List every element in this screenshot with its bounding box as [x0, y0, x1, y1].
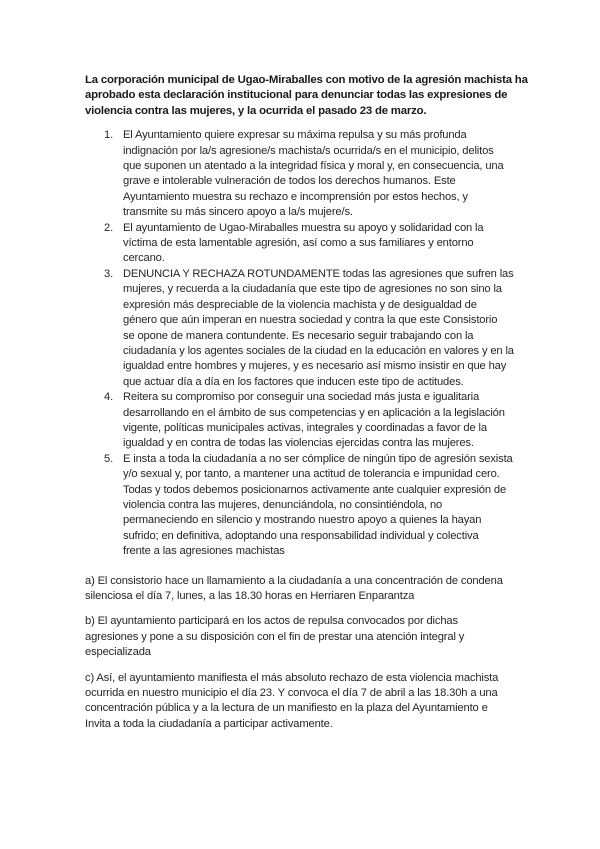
- paragraph-line: c) Así, el ayuntamiento manifiesta el más absoluto rechazo de esta violencia machista: [85, 671, 499, 684]
- item-line: permaneciendo en silencio y mostrando nuestro apoyo a quienes la hayan: [123, 514, 482, 527]
- paragraph-line: a) El consistorio hace un llamamiento a la ciudadanía a una concentración de condena: [85, 574, 503, 587]
- item-line: Todas y todos debemos posicionarnos activamente ante cualquier expresión de: [123, 483, 507, 496]
- item-line: E insta a toda la ciudadanía a no ser cómplice de ningún tipo de agresión sexista: [123, 452, 513, 465]
- item-line: igualdad y en contra de todas las violencias ejercidas contra las mujeres.: [123, 437, 474, 450]
- item-line: Ayuntamiento muestra su rechazo e incomprensión por estos hechos, y: [123, 190, 468, 203]
- item-line: y/o sexual y, por tanto, a mantener una actitud de tolerancia e impunidad cero.: [123, 468, 500, 481]
- item-number: 3.: [104, 267, 114, 280]
- list-item-1: [104, 128, 544, 220]
- list-item-3: [104, 267, 544, 390]
- item-number: 1.: [104, 129, 114, 142]
- item-number: 4.: [104, 391, 114, 404]
- paragraph-line: especializada: [85, 646, 151, 659]
- paragraph-line: b) El ayuntamiento participará en los actos de repulsa convocados por dichas: [85, 615, 458, 628]
- paragraph-line: concentración pública y a la lectura de un manifiesto en la plaza del Ayuntamiento e: [85, 702, 488, 715]
- paragraph-a: [85, 574, 545, 605]
- item-line: El Ayuntamiento quiere expresar su máxima repulsa y su más profunda: [123, 129, 467, 142]
- item-line: expresión más despreciable de la violencia machista y de desigualdad de: [123, 298, 477, 311]
- item-line: transmite su más sincero apoyo a la/s mujere/s.: [123, 206, 353, 219]
- item-line: que actuar día a día en los factores que inducen este tipo de actitudes.: [123, 375, 464, 388]
- item-line: ciudadanía y los agentes sociales de la ciudad en la educación en valores y en la: [123, 344, 514, 357]
- item-line: DENUNCIA Y RECHAZA ROTUNDAMENTE todas las agresiones que sufren las: [123, 267, 514, 280]
- item-line: grave e intolerable vulneración de todos los derechos humanos. Este: [123, 175, 456, 188]
- item-line: El ayuntamiento de Ugao-Miraballes muestra su apoyo y solidaridad con la: [123, 221, 484, 234]
- item-line: violencia contra las mujeres, denunciándola, no consintiéndola, no: [123, 498, 443, 511]
- item-line: indignación por la/s agresione/s machista/s ocurrida/s en el municipio, delitos: [123, 144, 494, 157]
- item-line: cercano.: [123, 252, 165, 265]
- item-line: igualdad entre hombres y mujeres, y es necesario así mismo insistir en que hay: [123, 360, 507, 373]
- paragraph-b: [85, 614, 545, 660]
- item-line: frente a las agresiones machistas: [123, 545, 285, 558]
- intro-line: aprobado esta declaración institucional para denunciar todas las expresiones de: [85, 89, 508, 102]
- item-line: vigente, políticas municipales activas, integrales y coordinadas a favor de la: [123, 421, 487, 434]
- item-line: género que aún imperan en nuestra sociedad y contra la que este Consistorio: [123, 314, 498, 327]
- item-line: Reitera su compromiso por conseguir una sociedad más justa e igualitaria: [123, 391, 480, 404]
- item-line: se opone de manera contundente. Es necesario seguir trabajando con la: [123, 329, 474, 342]
- item-number: 2.: [104, 221, 114, 234]
- paragraph-c: [85, 671, 545, 733]
- paragraph-line: Invita a toda la ciudadanía a participar activamente.: [85, 717, 333, 730]
- list-item-2: [104, 221, 544, 267]
- intro-line: La corporación municipal de Ugao-Miraballes con motivo de la agresión machista ha: [85, 74, 528, 86]
- item-line: víctima de esta lamentable agresión, así como a sus familiares y entorno: [123, 237, 474, 250]
- paragraph-line: ocurrida en nuestro municipio el día 23. Y convoca el día 7 de abril a las 18.30h a una: [85, 687, 498, 700]
- item-number: 5.: [104, 452, 114, 465]
- item-line: que suponen un atentado a la integridad física y moral y, en consecuencia, una: [123, 160, 504, 173]
- intro-heading: [85, 73, 545, 119]
- paragraph-line: silenciosa el día 7, lunes, a las 18.30 horas en Herriaren Enparantza: [85, 590, 415, 602]
- list-item-4: [104, 390, 544, 452]
- item-line: desarrollando en el ámbito de sus competencias y en aplicación a la legislación: [123, 406, 505, 419]
- paragraph-line: agresiones y pone a su disposición con el fin de prestar una atención integral y: [85, 630, 465, 643]
- item-line: mujeres, y recuerda a la ciudadanía que este tipo de agresiones no son sino la: [123, 283, 502, 296]
- intro-line: violencia contra las mujeres, y la ocurrida el pasado 23 de marzo.: [85, 104, 427, 117]
- numbered-list: [104, 128, 544, 559]
- list-item-5: [104, 452, 544, 560]
- item-line: sufrido; en definitiva, adoptando una responsabilidad individual y colectiva: [123, 529, 479, 542]
